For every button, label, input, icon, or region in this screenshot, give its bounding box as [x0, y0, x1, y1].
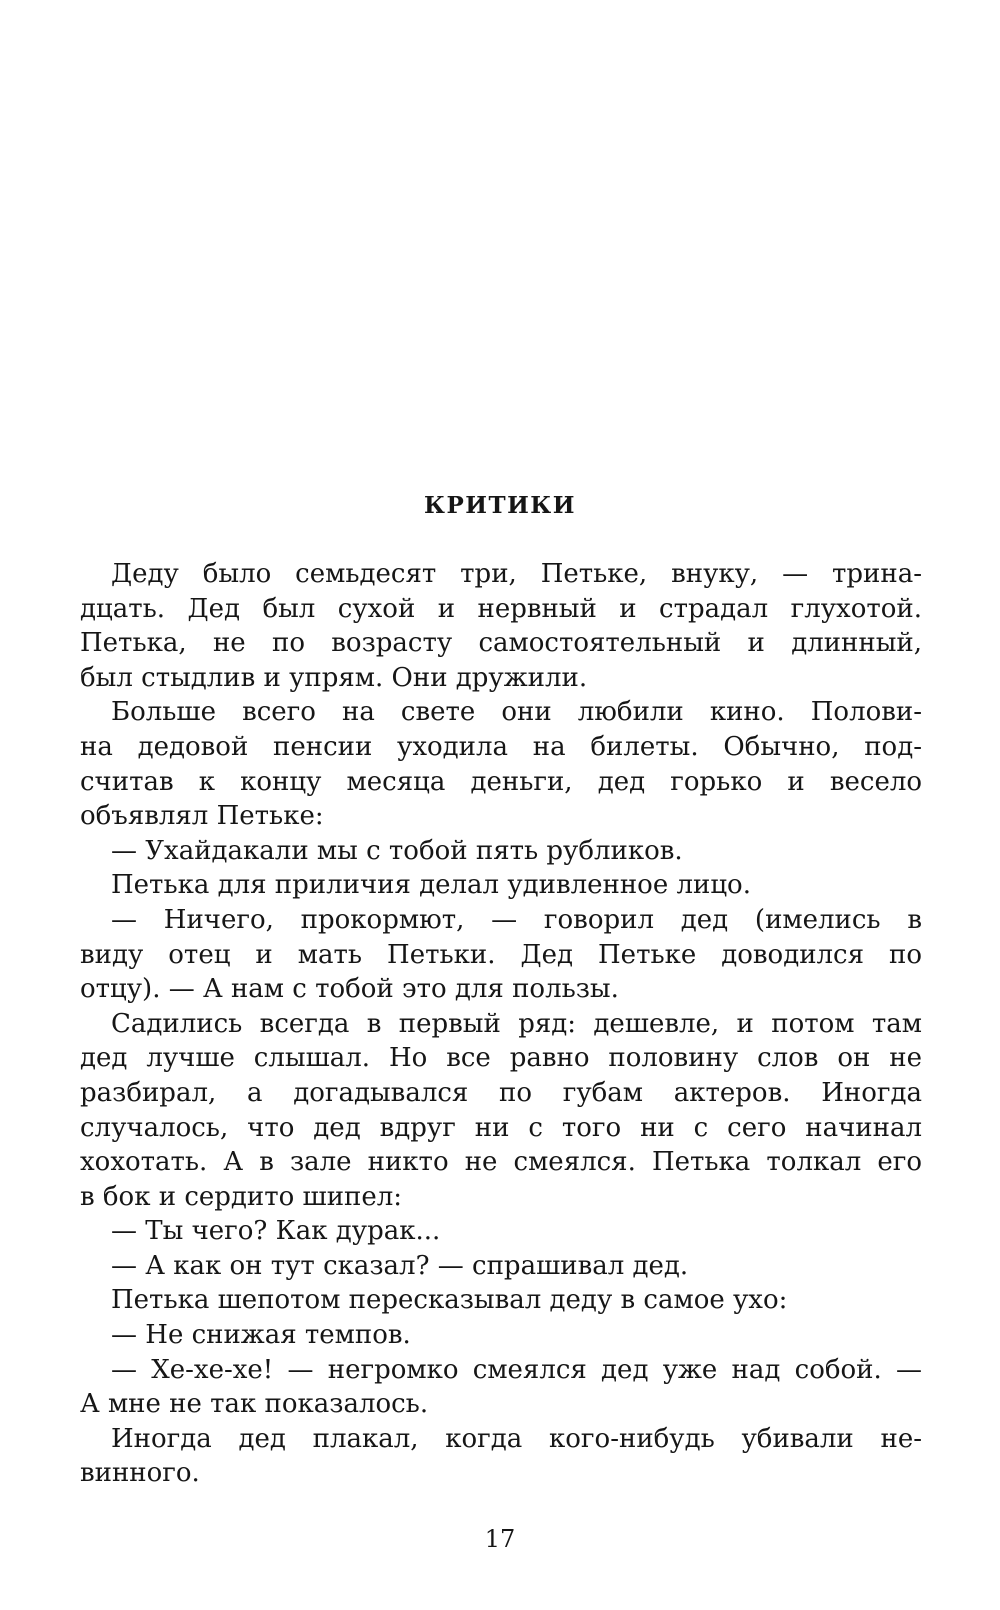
text-line: хохотать. А в зале никто не смеялся. Петька толкал его — [80, 1147, 922, 1178]
text-line: считав к концу месяца деньги, дед горько и весело — [80, 766, 922, 797]
text-line: Петька шепотом пересказывал деду в самое ухо: — [111, 1285, 788, 1316]
text-line: Иногда дед плакал, когда кого-нибудь убивали не- — [111, 1423, 922, 1454]
story-title: КРИТИКИ — [424, 492, 576, 519]
text-line: — А как он тут сказал? — спрашивал дед. — [111, 1250, 689, 1281]
text-line: случалось, что дед вдруг ни с того ни с сего начинал — [80, 1112, 922, 1143]
page-number: 17 — [484, 1525, 516, 1553]
text-line: дед лучше слышал. Но все равно половину слов он не — [80, 1043, 922, 1074]
text-line: был стыдлив и упрям. Они дружили. — [80, 662, 588, 693]
text-line: — Ты чего? Как дурак... — [111, 1216, 441, 1247]
text-line: — Ничего, прокормют, — говорил дед (имелись в — [111, 904, 922, 935]
text-line: отцу). — А нам с тобой это для пользы. — [80, 974, 619, 1005]
text-line: дцать. Дед был сухой и нервный и страдал глухотой. — [80, 593, 922, 624]
text-line: — Хе-хе-хе! — негромко смеялся дед уже над собой. — — [111, 1354, 922, 1385]
text-line: на дедовой пенсии уходила на билеты. Обычно, под- — [80, 731, 922, 762]
text-line: объявлял Петьке: — [80, 801, 324, 832]
text-line: Больше всего на свете они любили кино. Полови- — [111, 697, 922, 728]
text-line: Деду было семьдесят три, Петьке, внуку, — трина- — [111, 559, 922, 589]
text-line: разбирал, а догадывался по губам актеров. Иногда — [80, 1077, 922, 1108]
text-line: виду отец и мать Петьки. Дед Петьке доводился по — [80, 939, 922, 970]
text-line: в бок и сердито шипел: — [80, 1181, 403, 1212]
story-text — [80, 557, 922, 1491]
text-line: А мне не так показалось. — [80, 1389, 429, 1420]
text-line: — Ухайдакали мы с тобой пять рубликов. — [111, 835, 683, 866]
text-line: Садились всегда в первый ряд: дешевле, и потом там — [111, 1008, 922, 1039]
text-line: — Не снижая темпов. — [111, 1320, 411, 1351]
text-line: Петька, не по возрасту самостоятельный и длинный, — [80, 628, 922, 659]
text-line: Петька для приличия делал удивленное лицо. — [111, 870, 751, 901]
text-line: винного. — [80, 1458, 200, 1489]
